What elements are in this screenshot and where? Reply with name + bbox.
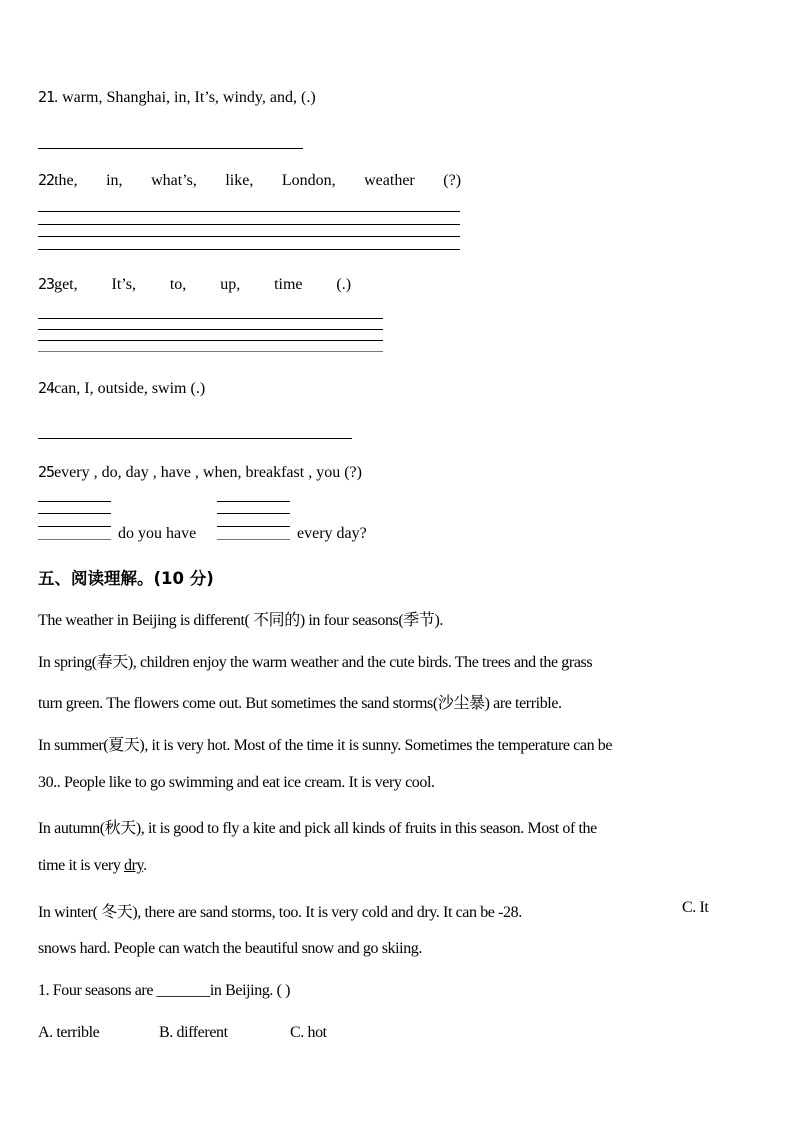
mcq-option-b[interactable]: B. different [159,1024,228,1041]
passage-line-2: In spring(春天), children enjoy the warm weather and the cute birds. The trees and the grass [38,654,593,671]
answer-line-22b[interactable] [38,224,460,225]
answer-blank-25a-4[interactable] [38,539,111,540]
question-21: 21. warm, Shanghai, in, It’s, windy, and, (.) [38,88,316,106]
section-heading: 五、阅读理解。(10 分) [38,569,214,588]
question-24: 24can, I, outside, swim (.) [38,379,206,397]
mcq-option-a[interactable]: A. terrible [38,1024,100,1041]
question-23-words: get, It’s, to, up, time (.) [54,276,352,293]
answer-blank-25b-2[interactable] [217,513,290,514]
question-21-prompt: . warm, Shanghai, in, It’s, windy, and, (.) [54,89,316,106]
passage-line-4: In summer(夏天), it is very hot. Most of the time it is sunny. Sometimes the temperature can be [38,737,613,754]
answer-blank-25b-3[interactable] [217,526,290,527]
question-25-middle-text: do you have [118,525,197,542]
answer-line-21[interactable] [38,148,303,149]
mcq-question-1: 1. Four seasons are _______in Beijing. ( ) [38,982,291,999]
answer-line-23b[interactable] [38,329,383,330]
question-25-end-text: every day? [297,525,367,542]
passage-line-7: time it is very dry. [38,857,147,874]
question-25-prompt: every , do, day , have , when, breakfast , you (?) [54,464,362,481]
passage-line-8: In winter( 冬天), there are sand storms, too. It is very cold and dry. It can be -28. [38,904,522,921]
mcq-option-c[interactable]: C. hot [290,1024,327,1041]
answer-line-23d[interactable] [38,351,383,352]
answer-line-22d[interactable] [38,249,460,250]
answer-blank-25b-1[interactable] [217,501,290,502]
passage-stray-text: C. It [682,899,709,916]
passage-line-3: turn green. The flowers come out. But sometimes the sand storms(沙尘暴) are terrible. [38,695,562,712]
question-25: 25every , do, day , have , when, breakfast , you (?) [38,463,362,481]
passage-line-6: In autumn(秋天), it is good to fly a kite and pick all kinds of fruits in this season. Most of the [38,820,597,837]
underlined-word-dry: dry [124,857,144,874]
answer-line-24[interactable] [38,438,352,439]
answer-blank-25a-2[interactable] [38,513,111,514]
answer-line-22a[interactable] [38,211,460,212]
answer-line-23c[interactable] [38,340,383,341]
answer-blank-25a-3[interactable] [38,526,111,527]
passage-line-5: 30.. People like to go swimming and eat ice cream. It is very cool. [38,774,435,791]
answer-blank-25a-1[interactable] [38,501,111,502]
passage-line-1: The weather in Beijing is different( 不同的) in four seasons(季节). [38,612,444,629]
answer-line-23a[interactable] [38,318,383,319]
mcq-blank[interactable]: _______ [156,982,210,999]
question-24-prompt: can, I, outside, swim (.) [54,380,206,397]
question-23: 23 get, It’s, to, up, time (.) [38,275,352,293]
answer-line-22c[interactable] [38,236,460,237]
passage-line-9: snows hard. People can watch the beautiful snow and go skiing. [38,940,423,957]
question-22-words: the, in, what’s, like, London, weather (?) [54,172,462,189]
question-22: 22 the, in, what’s, like, London, weather (?) [38,171,462,189]
answer-blank-25b-4[interactable] [217,539,290,540]
